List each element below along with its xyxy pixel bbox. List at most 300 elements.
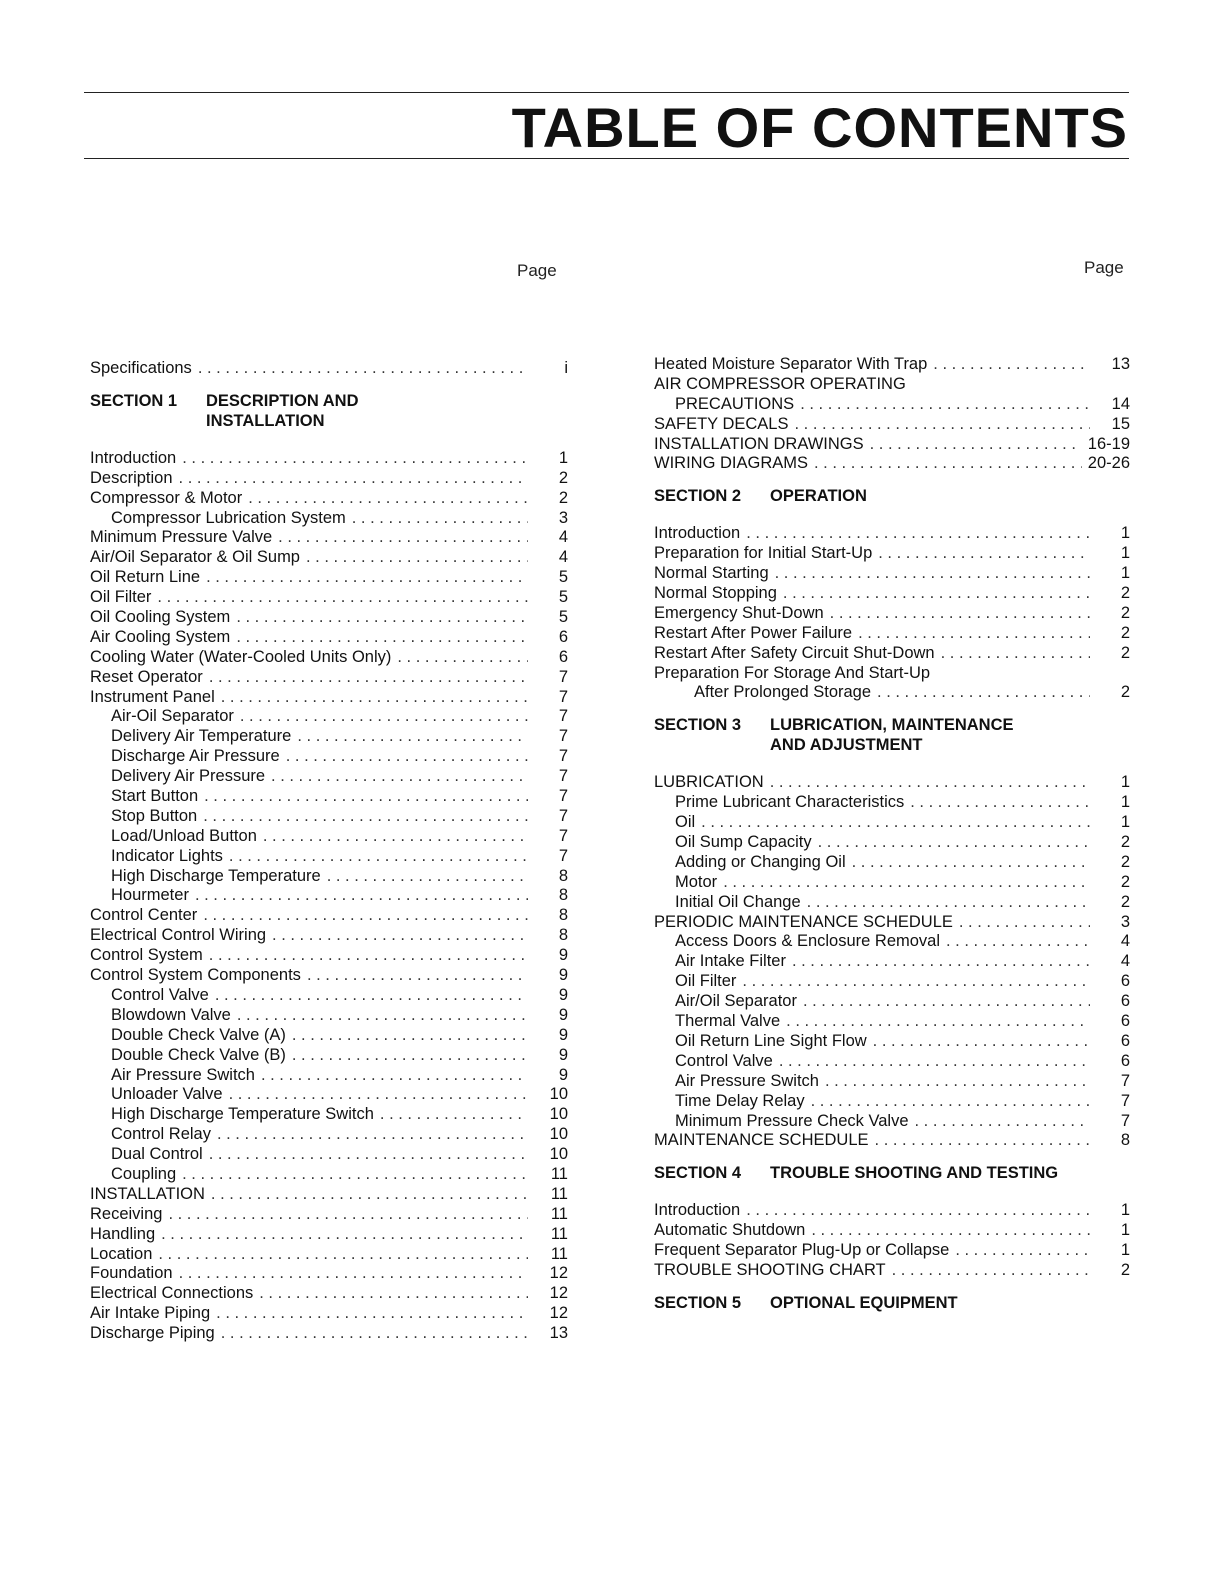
toc-entry-oil-filter[interactable] [654,972,1130,992]
toc-entry-text: TROUBLE SHOOTING CHART [654,1260,886,1279]
toc-entry-introduction[interactable] [654,1201,1130,1221]
toc-entry-page: 13 [1111,355,1130,373]
dot-leader [858,624,1090,644]
dot-leader [179,469,528,489]
toc-entry-heated-moisture-separator-with-trap[interactable] [654,355,1130,375]
dot-leader [818,833,1090,853]
toc-entry-text: Initial Oil Change [675,892,801,911]
toc-entry-text: Minimum Pressure Valve [90,528,273,547]
toc-entry-page: 1 [1120,544,1130,563]
dot-leader [811,1221,1090,1241]
toc-entry-page: 8 [558,906,568,925]
toc-entry-load-unload-button[interactable] [90,827,568,847]
toc-entry-page: 7 [1120,1091,1130,1110]
toc-entry-specifications[interactable] [90,359,568,379]
toc-entry-text: Preparation for Initial Start-Up [654,544,873,563]
toc-entry-text: Start Button [111,787,199,806]
toc-entry-electrical-control-wiring[interactable] [90,926,568,946]
toc-entry-text: Electrical Control Wiring [90,926,267,945]
toc-entry-page: 10 [549,1145,568,1164]
toc-entry-page: 2 [558,488,568,507]
toc-entry-description[interactable] [90,469,568,489]
toc-entry-text: Load/Unload Button [111,826,257,845]
toc-entry-page: 1 [1120,793,1130,812]
dot-leader [203,807,528,827]
toc-entry-page: 14 [1111,394,1130,413]
dot-leader [182,449,528,469]
toc-entry-text: SAFETY DECALS [654,414,789,433]
toc-entry-text: High Discharge Temperature Switch [111,1105,374,1124]
toc-entry-indicator-lights[interactable] [90,847,568,867]
dot-leader [286,747,528,767]
toc-entry-text: Emergency Shut-Down [654,603,824,622]
toc-entry-page: 3 [558,508,568,527]
dot-leader [701,813,1090,833]
dot-leader [814,454,1082,474]
toc-entry-page: 1 [1120,813,1130,832]
dot-leader [875,1131,1090,1151]
toc-entry-page: 1 [1120,1201,1130,1220]
dot-leader [237,1006,528,1026]
toc-entry-text: Air Pressure Switch [675,1071,819,1090]
toc-entry-page: 11 [550,1244,568,1263]
toc-entry-text: Frequent Separator Plug-Up or Collapse [654,1241,950,1260]
toc-entry-page: 3 [1120,912,1130,931]
toc-entry-page: 7 [558,727,568,746]
toc-entry-compressor-motor[interactable] [90,489,568,509]
toc-entry-page: 1 [1120,1241,1130,1260]
dot-leader [830,604,1090,624]
toc-entry-text: Specifications [90,359,192,377]
toc-entry-text: Thermal Valve [675,1012,781,1031]
toc-entry-oil[interactable] [654,813,1130,833]
toc-entry-initial-oil-change[interactable] [654,893,1130,913]
dot-leader [215,986,528,1006]
toc-entry-page: 4 [558,548,568,567]
toc-entry-text: Air/Oil Separator & Oil Sump [90,548,300,567]
dot-leader [204,787,528,807]
toc-entry-text: Oil Return Line Sight Flow [675,1031,867,1050]
dot-leader [870,435,1082,455]
toc-entry-page: 2 [1120,683,1130,702]
toc-entry-page: 7 [558,846,568,865]
toc-entry-text: Oil Sump Capacity [675,833,812,852]
toc-entry-adding-or-changing-oil[interactable] [654,853,1130,873]
toc-entry-after-prolonged-storage[interactable] [654,683,1130,703]
toc-entry-text: Indicator Lights [111,846,223,865]
toc-entry-air-compressor-operating[interactable] [654,375,1130,395]
section-heading [654,1293,1130,1313]
toc-entry-text: Air-Oil Separator [111,707,234,726]
toc-entry-page: 7 [558,707,568,726]
dot-leader [306,548,528,568]
toc-entry-minimum-pressure-check-valve[interactable] [654,1112,1130,1132]
toc-entry-text: High Discharge Temperature [111,866,321,885]
toc-entry-text: Oil Filter [675,972,737,991]
toc-entry-air-pressure-switch[interactable] [90,1066,568,1086]
toc-entry-thermal-valve[interactable] [654,1012,1130,1032]
toc-entry-double-check-valve-b[interactable] [90,1046,568,1066]
dot-leader [216,1304,528,1324]
toc-entry-page: 11 [550,1184,568,1203]
dot-leader [873,1032,1090,1052]
toc-entry-page: 13 [549,1324,568,1343]
dot-leader [236,608,528,628]
toc-entry-page: 2 [1120,643,1130,662]
toc-entry-text: Foundation [90,1264,173,1283]
toc-entry-text: PRECAUTIONS [675,394,795,413]
title-underline [84,158,1129,159]
section-heading [654,486,1130,506]
toc-entry-reset-operator[interactable] [90,668,568,688]
toc-entry-wiring-diagrams[interactable] [654,454,1130,474]
toc-entry-text: Control Valve [111,985,209,1004]
toc-entry-installation[interactable] [90,1185,568,1205]
toc-entry-page: 8 [558,866,568,885]
toc-entry-page: 4 [1120,932,1130,951]
toc-entry-page: 20-26 [1087,454,1130,473]
dot-leader [259,1284,528,1304]
toc-entry-page: 7 [558,787,568,806]
dot-leader [229,1085,528,1105]
toc-entry-oil-cooling-system[interactable] [90,608,568,628]
toc-entry-motor[interactable] [654,873,1130,893]
toc-entry-text: AIR COMPRESSOR OPERATING [654,374,906,393]
dot-leader [770,773,1090,793]
toc-entry-page: 7 [558,826,568,845]
toc-entry-minimum-pressure-valve[interactable] [90,528,568,548]
toc-entry-text: Receiving [90,1204,163,1223]
toc-entry-control-system-components[interactable] [90,966,568,986]
toc-entry-page: 6 [1120,1051,1130,1070]
toc-entry-page: 8 [558,886,568,905]
toc-entry-page: 9 [558,1005,568,1024]
toc-entry-page: 8 [1120,1131,1130,1150]
toc-entry-text: Air Intake Piping [90,1304,211,1323]
toc-entry-page: 2 [1120,1260,1130,1279]
toc-entry-text: Compressor Lubrication System [111,508,346,527]
toc-entry-page: 6 [558,627,568,646]
toc-entry-page: 11 [550,1224,568,1243]
toc-entry-text: Double Check Valve (A) [111,1025,286,1044]
dot-leader [292,1026,528,1046]
toc-entry-air-pressure-switch[interactable] [654,1072,1130,1092]
dot-leader [195,886,528,906]
toc-entry-electrical-connections[interactable] [90,1284,568,1304]
dot-leader [825,1072,1090,1092]
dot-leader [203,906,528,926]
dot-leader [292,1046,528,1066]
toc-entry-page: 16-19 [1087,434,1130,453]
toc-entry-text: INSTALLATION [90,1184,205,1203]
toc-entry-oil-sump-capacity[interactable] [654,833,1130,853]
section-number: SECTION 1 [90,391,178,410]
toc-entry-dual-control[interactable] [90,1145,568,1165]
toc-entry-blowdown-valve[interactable] [90,1006,568,1026]
toc-entry-text: Discharge Piping [90,1324,215,1343]
toc-entry-text: Cooling Water (Water-Cooled Units Only) [90,647,392,666]
toc-entry-automatic-shutdown[interactable] [654,1221,1130,1241]
toc-entry-page: 1 [1120,1221,1130,1240]
toc-entry-coupling[interactable] [90,1165,568,1185]
toc-entry-page: 9 [558,985,568,1004]
toc-entry-maintenance-schedule[interactable] [654,1131,1130,1151]
toc-entry-double-check-valve-a[interactable] [90,1026,568,1046]
toc-entry-preparation-for-storage-and-start-up[interactable] [654,664,1130,684]
toc-entry-text: Compressor & Motor [90,488,243,507]
toc-entry-page: 5 [558,608,568,627]
toc-entry-control-valve[interactable] [90,986,568,1006]
toc-entry-text: Hourmeter [111,886,189,905]
dot-leader [742,972,1090,992]
toc-entry-installation-drawings[interactable] [654,435,1130,455]
toc-entry-text: Delivery Air Pressure [111,767,266,786]
toc-entry-safety-decals[interactable] [654,415,1130,435]
toc-left-column [90,359,568,1344]
dot-leader [297,727,528,747]
toc-entry-text: Unloader Valve [111,1085,223,1104]
section-heading [654,1163,1130,1183]
dot-leader [892,1261,1090,1281]
toc-entry-page: 12 [549,1304,568,1323]
toc-entry-text: Coupling [111,1164,177,1183]
toc-entry-location[interactable] [90,1245,568,1265]
dot-leader [959,913,1090,933]
toc-entry-text: Oil Filter [90,588,152,607]
dot-leader [792,952,1090,972]
toc-entry-text: Instrument Panel [90,687,215,706]
dot-leader [211,1185,528,1205]
toc-entry-page: 9 [558,966,568,985]
toc-entry-emergency-shut-down[interactable] [654,604,1130,624]
toc-entry-text: Handling [90,1224,156,1243]
toc-entry-text: Normal Starting [654,564,769,583]
toc-entry-access-doors-enclosure-removal[interactable] [654,932,1130,952]
dot-leader [775,564,1090,584]
toc-entry-text: Restart After Safety Circuit Shut-Down [654,643,935,662]
dot-leader [723,873,1090,893]
toc-entry-control-system[interactable] [90,946,568,966]
toc-entry-page: 10 [549,1085,568,1104]
toc-entry-normal-starting[interactable] [654,564,1130,584]
toc-entry-text: Air Cooling System [90,627,231,646]
toc-entry-page: 10 [549,1125,568,1144]
toc-entry-compressor-lubrication-system[interactable] [90,509,568,529]
toc-entry-oil-return-line-sight-flow[interactable] [654,1032,1130,1052]
page-column-label-right: Page [1084,258,1124,277]
toc-entry-handling[interactable] [90,1225,568,1245]
toc-entry-page: 4 [1120,952,1130,971]
dot-leader [263,827,528,847]
toc-entry-unloader-valve[interactable] [90,1085,568,1105]
toc-entry-page: 9 [558,1045,568,1064]
toc-entry-delivery-air-temperature[interactable] [90,727,568,747]
dot-leader [278,528,528,548]
dot-leader [800,395,1090,415]
dot-leader [182,1165,528,1185]
toc-entry-discharge-air-pressure[interactable] [90,747,568,767]
toc-entry-page: 6 [1120,972,1130,991]
toc-entry-text: Introduction [654,524,741,543]
toc-entry-page: 7 [1120,1111,1130,1130]
top-rule [84,92,1129,93]
toc-entry-stop-button[interactable] [90,807,568,827]
dot-leader [240,707,528,727]
dot-leader [161,1225,528,1245]
toc-entry-hourmeter[interactable] [90,886,568,906]
toc-entry-restart-after-safety-circuit-shut-down[interactable] [654,644,1130,664]
toc-entry-page: 5 [558,568,568,587]
toc-entry-page: 1 [1120,773,1130,792]
toc-entry-text: Preparation For Storage And Start-Up [654,663,931,682]
dot-leader [206,568,528,588]
toc-entry-page: 7 [558,687,568,706]
toc-entry-page: 7 [558,667,568,686]
toc-entry-periodic-maintenance-schedule[interactable] [654,913,1130,933]
toc-entry-precautions[interactable] [654,395,1130,415]
toc-entry-oil-filter[interactable] [90,588,568,608]
toc-entry-page: 12 [549,1284,568,1303]
dot-leader [795,415,1091,435]
toc-entry-text: Normal Stopping [654,584,777,603]
toc-entry-page: 10 [549,1105,568,1124]
dot-leader [910,793,1090,813]
toc-entry-frequent-separator-plug-up-or-collapse[interactable] [654,1241,1130,1261]
toc-entry-text: Oil Return Line [90,568,201,587]
toc-entry-normal-stopping[interactable] [654,584,1130,604]
toc-entry-page: 12 [549,1264,568,1283]
toc-entry-page: i [564,359,568,377]
dot-leader [746,1201,1090,1221]
section-title: DESCRIPTION AND INSTALLATION [206,391,359,430]
toc-entry-delivery-air-pressure[interactable] [90,767,568,787]
section-title: LUBRICATION, MAINTENANCE AND ADJUSTMENT [770,716,1014,755]
section-number: SECTION 4 [654,1164,742,1183]
dot-leader [221,1324,528,1344]
toc-entry-page: 1 [1120,524,1130,543]
toc-entry-page: 2 [1120,892,1130,911]
toc-entry-text: Air Pressure Switch [111,1065,255,1084]
toc-entry-page: 9 [558,946,568,965]
dot-leader [209,668,528,688]
toc-entry-page: 2 [1120,623,1130,642]
toc-entry-preparation-for-initial-start-up[interactable] [654,544,1130,564]
toc-entry-control-relay[interactable] [90,1125,568,1145]
toc-entry-discharge-piping[interactable] [90,1324,568,1344]
dot-leader [803,992,1090,1012]
toc-entry-text: Blowdown Valve [111,1005,231,1024]
toc-entry-text: Air Intake Filter [675,952,786,971]
toc-entry-foundation[interactable] [90,1264,568,1284]
toc-entry-lubrication[interactable] [654,773,1130,793]
toc-entry-text: Motor [675,872,718,891]
toc-entry-text: Air/Oil Separator [675,992,797,1011]
toc-entry-start-button[interactable] [90,787,568,807]
toc-entry-page: 11 [550,1204,568,1223]
dot-leader [397,648,528,668]
toc-entry-time-delay-relay[interactable] [654,1092,1130,1112]
section-number: SECTION 2 [654,487,742,506]
dot-leader [783,584,1090,604]
dot-leader [878,544,1090,564]
dot-leader [168,1205,528,1225]
dot-leader [236,628,528,648]
toc-entry-prime-lubricant-characteristics[interactable] [654,793,1130,813]
toc-entry-control-center[interactable] [90,906,568,926]
toc-entry-receiving[interactable] [90,1205,568,1225]
toc-entry-text: Control Relay [111,1125,211,1144]
toc-entry-text: PERIODIC MAINTENANCE SCHEDULE [654,912,953,931]
toc-entry-cooling-water-water-cooled-units-only[interactable] [90,648,568,668]
toc-entry-page: 4 [558,528,568,547]
section-heading [654,715,1130,755]
toc-entry-control-valve[interactable] [654,1052,1130,1072]
toc-entry-instrument-panel[interactable] [90,688,568,708]
dot-leader [157,588,528,608]
toc-entry-page: 6 [1120,1031,1130,1050]
section-title: OPTIONAL EQUIPMENT [770,1293,958,1312]
toc-entry-air-intake-piping[interactable] [90,1304,568,1324]
toc-entry-text: Discharge Air Pressure [111,747,280,766]
toc-entry-restart-after-power-failure[interactable] [654,624,1130,644]
toc-entry-high-discharge-temperature[interactable] [90,867,568,887]
toc-entry-trouble-shooting-chart[interactable] [654,1261,1130,1281]
toc-entry-text: Automatic Shutdown [654,1221,806,1240]
dot-leader [811,1092,1090,1112]
page-title: TABLE OF CONTENTS [511,96,1128,159]
dot-leader [807,893,1090,913]
toc-entry-text: Introduction [90,448,177,467]
toc-entry-text: Access Doors & Enclosure Removal [675,932,941,951]
dot-leader [746,524,1090,544]
toc-entry-air-intake-filter[interactable] [654,952,1130,972]
toc-entry-introduction[interactable] [90,449,568,469]
toc-entry-page: 2 [1120,584,1130,603]
dot-leader [877,683,1090,703]
dot-leader [779,1052,1090,1072]
dot-leader [786,1012,1090,1032]
toc-entry-text: Adding or Changing Oil [675,852,846,871]
dot-leader [380,1105,528,1125]
toc-entry-page: 2 [1120,852,1130,871]
toc-entry-text: Heated Moisture Separator With Trap [654,355,928,373]
dot-leader [946,932,1090,952]
toc-entry-text: Dual Control [111,1145,203,1164]
toc-entry-text: Delivery Air Temperature [111,727,292,746]
toc-entry-page: 1 [1120,564,1130,583]
toc-entry-air-oil-separator-oil-sump[interactable] [90,548,568,568]
toc-entry-text: Oil [675,813,696,832]
dot-leader [229,847,528,867]
toc-entry-text: Double Check Valve (B) [111,1045,286,1064]
dot-leader [221,688,528,708]
toc-entry-introduction[interactable] [654,524,1130,544]
toc-entry-air-oil-separator[interactable] [654,992,1130,1012]
toc-entry-page: 9 [558,1025,568,1044]
dot-leader [307,966,528,986]
toc-entry-text: Stop Button [111,806,198,825]
toc-entry-high-discharge-temperature-switch[interactable] [90,1105,568,1125]
toc-entry-page: 2 [1120,833,1130,852]
toc-entry-page: 6 [1120,992,1130,1011]
toc-entry-oil-return-line[interactable] [90,568,568,588]
toc-entry-page: 2 [1120,872,1130,891]
dot-leader [352,509,528,529]
dot-leader [933,355,1090,375]
toc-entry-text: Introduction [654,1201,741,1220]
toc-entry-air-oil-separator[interactable] [90,707,568,727]
toc-entry-air-cooling-system[interactable] [90,628,568,648]
